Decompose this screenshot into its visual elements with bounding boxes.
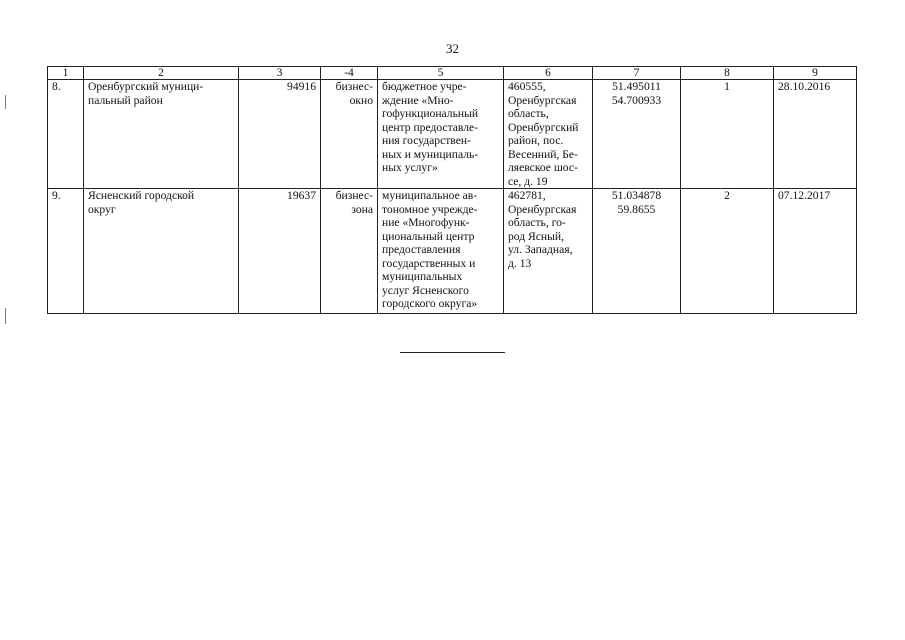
cell-line: зона <box>351 202 373 216</box>
cell-line: гофункциональный <box>382 107 479 120</box>
organization-cell <box>378 189 504 314</box>
cell-line: окно <box>349 93 373 107</box>
count-cell: 1 <box>681 80 774 189</box>
row-number: 9. <box>48 189 84 314</box>
column-header: -4 <box>321 67 378 80</box>
count-cell: 2 <box>681 189 774 314</box>
cell-line: центр предоставле- <box>382 120 479 134</box>
scan-edge-mark <box>5 95 6 109</box>
cell-line: услуг Ясненского <box>382 283 469 297</box>
cell-line: Оренбургский муници- <box>88 80 204 93</box>
cell-line: муниципальных <box>382 270 463 283</box>
cell-line: 54.700933 <box>611 93 662 107</box>
cell-line: бизнес- <box>335 80 373 93</box>
cell-line: ние «Многофунк- <box>382 216 470 229</box>
table-row <box>48 80 857 189</box>
table-row <box>48 189 857 314</box>
row-number: 8. <box>48 80 84 189</box>
cell-line: ляевское шос- <box>508 161 578 174</box>
column-header: 8 <box>681 67 774 80</box>
cell-line: 51.495011 <box>612 80 661 93</box>
cell-line: 59.8655 <box>617 202 656 216</box>
cell-line: 51.034878 <box>611 189 662 202</box>
coordinates-cell <box>593 189 681 314</box>
column-header: 9 <box>774 67 857 80</box>
column-header: 3 <box>239 67 321 80</box>
municipality-cell <box>84 80 239 189</box>
column-header: 1 <box>48 67 84 80</box>
population-cell: 94916 <box>239 80 321 189</box>
cell-line: 460555, <box>508 80 546 93</box>
cell-line: бизнес- <box>335 189 373 202</box>
cell-line: ждение «Мно- <box>382 93 454 107</box>
municipality-cell <box>84 189 239 314</box>
cell-line: область, го- <box>508 216 566 229</box>
cell-line: муниципальное ав- <box>382 189 478 202</box>
address-cell <box>504 189 593 314</box>
cell-line: предоставления <box>382 243 461 256</box>
cell-line: округ <box>88 202 116 216</box>
cell-line: область, <box>508 107 549 120</box>
cell-line: ул. Западная, <box>508 243 573 256</box>
scan-edge-mark <box>5 308 6 324</box>
cell-line: циональный центр <box>382 229 475 243</box>
cell-line: ных и муниципаль- <box>382 147 479 161</box>
office-type-cell <box>321 189 378 314</box>
date-cell: 28.10.2016 <box>774 80 857 189</box>
cell-line: д. 13 <box>508 256 532 270</box>
coordinates-cell <box>593 80 681 189</box>
address-cell <box>504 80 593 189</box>
population-cell: 19637 <box>239 189 321 314</box>
column-header: 5 <box>378 67 504 80</box>
end-rule <box>400 352 505 353</box>
cell-line: государственных и <box>382 256 476 270</box>
column-header: 2 <box>84 67 239 80</box>
cell-line: пальный район <box>88 93 163 107</box>
column-header: 7 <box>593 67 681 80</box>
cell-line: Оренбургская <box>508 202 577 216</box>
cell-line: Оренбургский <box>508 120 579 134</box>
column-header: 6 <box>504 67 593 80</box>
cell-line: ния государствен- <box>382 134 471 147</box>
page-number: 32 <box>446 41 459 56</box>
date-cell: 07.12.2017 <box>774 189 857 314</box>
cell-line: се, д. 19 <box>508 174 548 188</box>
cell-line: Ясненский городской <box>88 189 195 202</box>
cell-line: Оренбургская <box>508 93 577 107</box>
organization-cell <box>378 80 504 189</box>
cell-line: род Ясный, <box>508 229 565 243</box>
cell-line: бюджетное учре- <box>382 80 467 93</box>
cell-line: Весенний, Бе- <box>508 147 578 161</box>
registry-table <box>47 66 857 314</box>
column-number-row <box>48 67 857 80</box>
cell-line: ных услуг» <box>382 161 438 174</box>
cell-line: 462781, <box>508 189 546 202</box>
cell-line: тономное учрежде- <box>382 202 478 216</box>
office-type-cell <box>321 80 378 189</box>
cell-line: городского округа» <box>382 297 478 310</box>
cell-line: район, пос. <box>508 134 564 147</box>
